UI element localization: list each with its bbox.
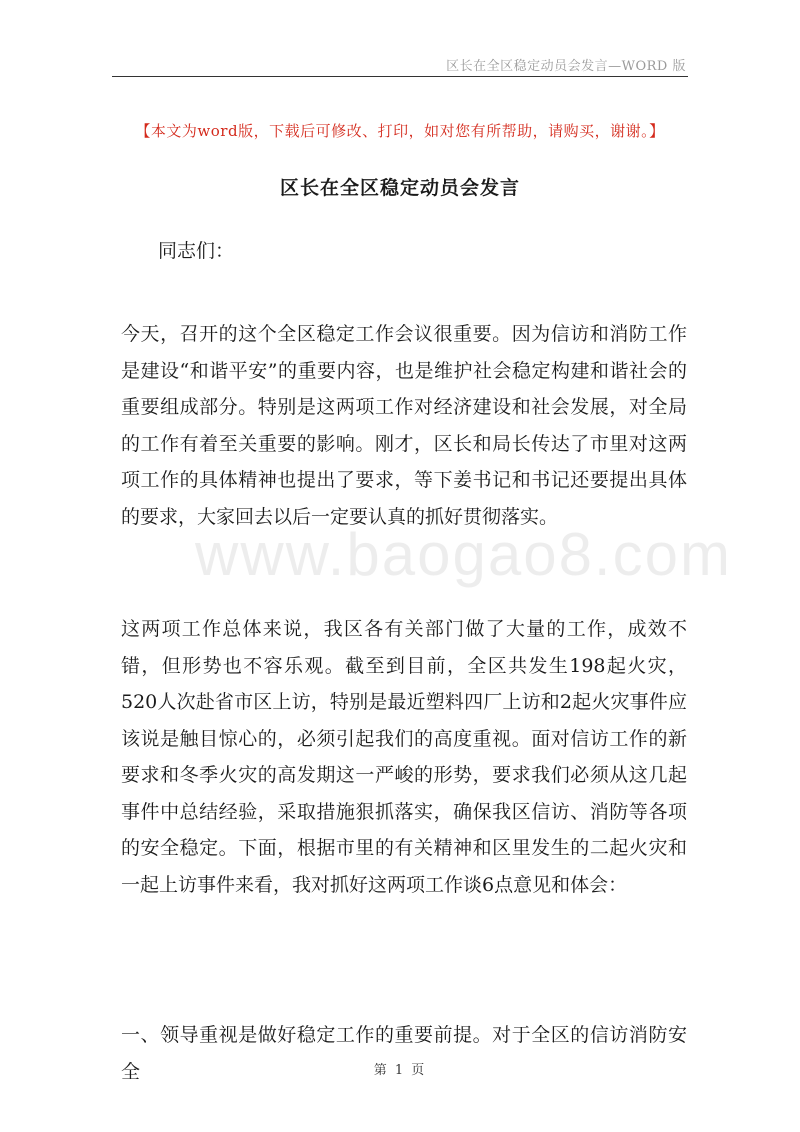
body-paragraph-2: 这两项工作总体来说，我区各有关部门做了大量的工作，成效不错，但形势也不容乐观。截至到目前，全区共发生198起火灾，520人次赴省市区上访，特别是最近塑料四厂上访和2起火灾事件应该说是触目惊心的，必须引起我们的高度重视。面对信访工作的新要求和冬季火灾的高发期这一严峻的形势，要求我们必须从这几起事件中总结经验，采取措施狠抓落实，确保我区信访、消防等各项的安全稳定。下面，根据市里的有关精神和区里发生的二起火灾和一起上访事件来看，我对抓好这两项工作谈6点意见和体会： xyxy=(121,618,687,896)
header-divider xyxy=(112,76,688,77)
body-paragraph-1: 今天，召开的这个全区稳定工作会议很重要。因为信访和消防工作是建设“和谐平安”的重要内容，也是维护社会稳定构建和谐社会的重要组成部分。特别是这两项工作对经济建设和社会发展，对全局的工作有着至关重要的影响。刚才，区长和局长传达了市里对这两项工作的具体精神也提出了要求，等下姜书记和书记还要提出具体的要求，大家回去以后一定要认真的抓好贯彻落实。 xyxy=(121,323,687,528)
body-paragraph-3: 一、领导重视是做好稳定工作的重要前提。对于全区的信访消防安全 xyxy=(121,1024,687,1083)
watermark: www.baogao8.com xyxy=(195,521,732,588)
page-header: 区长在全区稳定动员会发言—WORD 版 xyxy=(446,59,686,74)
document-title: 区长在全区稳定动员会发言 xyxy=(279,177,520,199)
salutation: 同志们： xyxy=(158,240,235,262)
page-number: 第 1 页 xyxy=(373,1063,427,1078)
download-notice: 【本文为word版，下载后可修改、打印，如对您有所帮助，请购买，谢谢。】 xyxy=(135,122,665,140)
